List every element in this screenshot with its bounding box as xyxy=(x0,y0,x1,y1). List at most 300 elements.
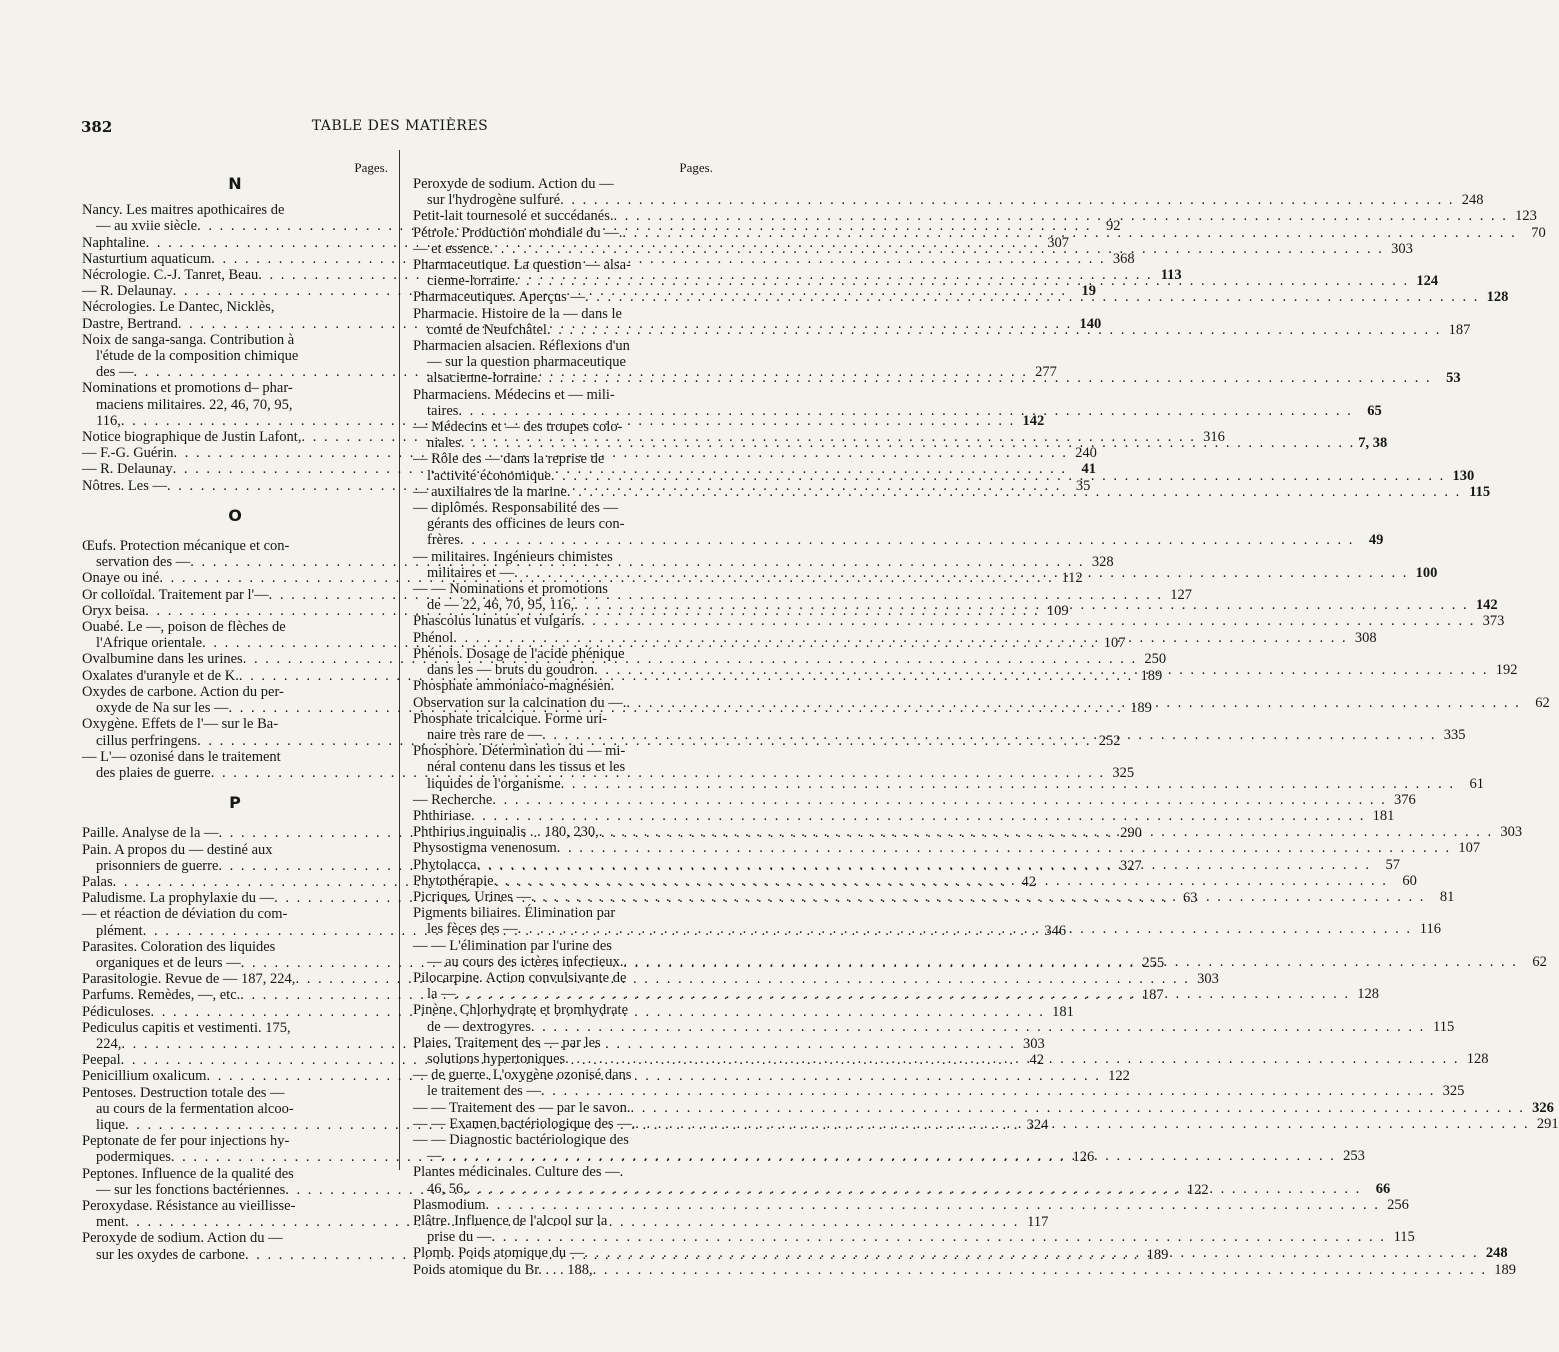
index-entry-line xyxy=(82,348,388,364)
page-reference: 109 xyxy=(1046,602,1069,619)
entry-text: Picriques. Urines — xyxy=(413,888,531,905)
entry-text: taires xyxy=(427,402,459,419)
entry-text: — R. Delaunay xyxy=(82,283,173,300)
entry-text: — Médecins et — des troupes colo- xyxy=(413,419,623,436)
page-reference: 122 xyxy=(1186,1181,1209,1198)
index-entry-line xyxy=(82,538,388,554)
index-entry-line xyxy=(413,549,713,565)
index-entry-line xyxy=(413,176,713,192)
dot-leader xyxy=(614,208,1508,224)
page-reference: 115 xyxy=(1393,1229,1415,1246)
index-entry-line xyxy=(413,532,1384,549)
entry-text: — Recherche xyxy=(413,791,493,808)
page-reference: 308 xyxy=(1354,629,1377,646)
entry-text: Notice biographique de Justin Lafont, xyxy=(82,429,302,446)
dot-leader xyxy=(623,954,1517,970)
index-entry-line xyxy=(413,1261,1517,1278)
page-reference: 128 xyxy=(1357,986,1379,1003)
page-reference: 368 xyxy=(1112,250,1135,267)
entry-text: Pharmaciens. Médecins et — mili- xyxy=(413,386,615,403)
entry-text: alsacienne-lorraine xyxy=(427,370,538,387)
page-reference: 328 xyxy=(1091,554,1114,571)
page-reference: 181 xyxy=(1052,1003,1074,1020)
entry-text: Phénols. Dosage de l'acide phénique xyxy=(413,645,625,662)
index-entry-line xyxy=(413,743,713,759)
page-reference: 63 xyxy=(1182,890,1198,907)
dot-leader xyxy=(494,873,1388,889)
page-reference: 291 xyxy=(1536,1115,1559,1132)
index-entry-line xyxy=(82,1198,388,1214)
entry-text: militaires et — xyxy=(427,564,514,581)
entry-text: Plâtre. Influence de l'alcool sur la xyxy=(413,1213,608,1229)
page-reference: 116 xyxy=(1419,921,1441,938)
dot-leader xyxy=(581,613,1475,629)
dot-leader xyxy=(547,322,1441,338)
entry-text: Poids atomique du Br. . . . 188, xyxy=(413,1261,593,1278)
dot-leader xyxy=(626,695,1520,711)
entry-text: cillus perfringens xyxy=(96,732,198,749)
index-entry-line xyxy=(413,1035,713,1051)
page-reference: 189 xyxy=(1140,667,1163,684)
entry-text: maciens militaires. 22, 46, 70, 95, xyxy=(96,396,293,413)
page-reference: 61 xyxy=(1469,775,1485,792)
entry-text: la — xyxy=(427,986,456,1003)
entry-text: des plaies de guerre xyxy=(96,764,211,781)
index-entry-line xyxy=(413,354,713,370)
entry-text: Phthirius inguinalis . . 180, 230, xyxy=(413,824,599,841)
entry-text: Pain. A propos du — destiné aux xyxy=(82,841,273,858)
entry-text: organiques et de leurs — xyxy=(96,954,241,971)
entry-text: — sur les fonctions bactériennes xyxy=(96,1181,286,1198)
entry-text: — auxiliaires de la marine xyxy=(413,483,567,500)
entry-text: Nancy. Les maitres apothicaires de xyxy=(82,202,285,219)
index-entry-line xyxy=(413,257,713,273)
entry-text: Palas xyxy=(82,873,113,890)
page-reference: 117 xyxy=(1027,1214,1049,1231)
entry-text: de — dextrogyres xyxy=(427,1018,531,1035)
entry-text: de — 22, 46, 70, 95, 116, xyxy=(427,597,575,614)
dot-leader xyxy=(584,1245,1478,1261)
page-reference: 62 xyxy=(1535,694,1550,711)
entry-text: — et essence xyxy=(413,240,490,257)
entry-text: Pinène. Chlorhydrate et bromhydrate xyxy=(413,1002,629,1019)
entry-text: Phytolacca xyxy=(413,856,477,873)
page-reference: 255 xyxy=(1142,954,1165,971)
index-entry-line xyxy=(413,1002,713,1018)
dot-leader xyxy=(541,1083,1435,1099)
entry-text: Physostigma venenosum xyxy=(413,840,557,857)
page-title: TABLE DES MATIÈRES xyxy=(311,118,489,134)
index-entry-line xyxy=(413,516,713,532)
entry-text: comté de Neufchâtel xyxy=(427,321,547,338)
entry-text: l'activité économique xyxy=(427,467,551,484)
entry-text: — au xviie siècle xyxy=(96,218,198,235)
entry-text: le traitement des — xyxy=(427,1083,541,1100)
entry-text: oxyde de Na sur les — xyxy=(96,700,229,717)
letter-heading-n: N xyxy=(228,174,242,193)
entry-text: plément xyxy=(96,922,143,939)
index-entry-line xyxy=(82,332,388,348)
entry-text: podermiques xyxy=(96,1149,171,1166)
entry-text: Plantes médicinales. Culture des —. xyxy=(413,1164,624,1181)
page-reference: 130 xyxy=(1452,467,1475,484)
entry-text: Paludisme. La prophylaxie du — xyxy=(82,890,275,907)
dot-leader xyxy=(557,840,1451,856)
index-entry-line xyxy=(413,387,713,403)
index-entry-line xyxy=(413,338,713,354)
index-entry-line xyxy=(413,678,713,694)
index-entry-line xyxy=(413,306,713,322)
entry-text: sur les oxydes de carbone xyxy=(96,1246,245,1263)
entry-text: Phénol xyxy=(413,629,454,646)
entry-text: — et réaction de déviation du com- xyxy=(82,906,288,923)
page-reference: 240 xyxy=(1075,445,1097,462)
running-head xyxy=(0,118,800,138)
index-entry-line xyxy=(413,646,713,662)
entry-text: Pédiculoses xyxy=(82,1003,151,1020)
dot-leader xyxy=(599,824,1493,840)
entry-text: — L'— ozonisé dans le traitement xyxy=(82,748,281,765)
entry-text: servation des — xyxy=(96,554,191,571)
entry-text: — de guerre. L'oxygène ozonisé dans xyxy=(413,1067,632,1084)
dot-leader xyxy=(471,808,1365,824)
index-entry-line xyxy=(82,1020,388,1036)
dot-leader xyxy=(486,1197,1380,1213)
dot-leader xyxy=(551,468,1445,484)
entry-text: Nôtres. Les — xyxy=(82,477,167,494)
entry-text: l'étude de la composition chimique xyxy=(96,348,299,365)
entry-text: Peroxyde de sodium. Action du — xyxy=(82,1230,283,1247)
page-reference: 192 xyxy=(1495,662,1518,679)
index-entry-line xyxy=(413,711,713,727)
index-entry-line xyxy=(82,1149,1095,1166)
dot-leader xyxy=(467,1181,1361,1197)
page-reference: 303 xyxy=(1391,240,1413,257)
index-entry-line xyxy=(413,905,713,921)
dot-leader xyxy=(537,370,1431,386)
entry-text: Nécrologies. Le Dantec, Nicklès, xyxy=(82,299,275,316)
dot-leader xyxy=(518,921,1412,937)
entry-text: gérants des officines de leurs con- xyxy=(427,516,625,533)
entry-text: Nominations et promotions d– phar- xyxy=(82,380,293,397)
entry-text: Petit-lait tournesolé et succédanés. xyxy=(413,208,614,225)
entry-text: des — xyxy=(96,364,134,381)
index-entry-line xyxy=(82,299,388,315)
page-reference: 41 xyxy=(1081,461,1096,478)
dot-leader xyxy=(456,986,1350,1002)
page-reference: 126 xyxy=(1072,1149,1095,1166)
entry-text: prise du — xyxy=(427,1229,492,1246)
dot-leader xyxy=(515,273,1409,289)
index-entry-line xyxy=(413,613,1505,630)
page-reference: 100 xyxy=(1415,564,1438,581)
entry-text: Pharmacie. Histoire de la — dans le xyxy=(413,305,622,322)
entry-text: 116, xyxy=(96,412,121,429)
page-reference: 256 xyxy=(1387,1196,1409,1213)
page-reference: 290 xyxy=(1120,825,1142,842)
page-reference: 327 xyxy=(1120,857,1142,874)
page-reference: 42 xyxy=(1021,873,1036,890)
page-reference: 316 xyxy=(1203,429,1225,446)
entry-text: — Rôle des — dans la reprise de xyxy=(413,451,605,468)
entry-text: au cours de la fermentation alcoo- xyxy=(96,1100,294,1117)
dot-leader xyxy=(561,776,1455,792)
dot-leader xyxy=(622,225,1516,241)
entry-text: Plasmodium xyxy=(413,1196,486,1213)
page-reference: 35 xyxy=(1075,477,1091,494)
index-entry-line xyxy=(413,1213,713,1229)
page-reference: 325 xyxy=(1112,764,1135,781)
page-reference: 250 xyxy=(1144,651,1167,668)
entry-text: Phosphore. Détermination du — mi- xyxy=(413,743,626,760)
entry-text: Nasturtium aquaticum xyxy=(82,250,212,267)
index-entry-line xyxy=(413,970,713,986)
entry-text: les fèces des — xyxy=(427,921,518,938)
entry-text: Naphtaline xyxy=(82,234,146,251)
index-entry-line xyxy=(82,716,388,732)
entry-text: — — Diagnostic bactériologique des xyxy=(413,1131,629,1148)
entry-text: l'Afrique orientale xyxy=(96,635,203,652)
index-entry-line xyxy=(82,397,388,413)
entry-text: Or colloïdal. Traitement par l'— xyxy=(82,586,269,603)
entry-text: Oxalates d'uranyle et de K. xyxy=(82,667,239,684)
entry-text: Nécrologie. C.-J. Tanret, Beau xyxy=(82,267,259,284)
page-reference: 112 xyxy=(1061,570,1083,587)
page-reference: 140 xyxy=(1079,315,1102,332)
entry-text: — sur la question pharmaceutique xyxy=(427,354,626,371)
entry-text: Phosphate ammoniaco-magnésien. xyxy=(413,678,615,695)
index-entry-line xyxy=(82,619,388,635)
page-reference: 124 xyxy=(1416,273,1439,290)
entry-text: Observation sur la calcination du —. xyxy=(413,694,627,711)
entry-text: Paille. Analyse de la — xyxy=(82,825,219,842)
entry-text: Oryx beisa xyxy=(82,602,146,619)
index-entry-line xyxy=(82,202,388,218)
dot-leader xyxy=(635,1116,1529,1132)
entry-text: Pharmaceutique. La question — alsa- xyxy=(413,257,631,274)
index-entry-line xyxy=(413,1229,1415,1246)
index-entry-line xyxy=(82,1101,388,1117)
page-reference: 324 xyxy=(1026,1116,1049,1133)
entry-text: — — Examen bactériologique des —. xyxy=(413,1115,636,1132)
dot-leader xyxy=(585,289,1479,305)
pages-column-label: Pages. xyxy=(679,160,713,175)
index-entry-line xyxy=(82,380,388,396)
page-reference: 189 xyxy=(1494,1261,1517,1278)
pages-column-label: Pages. xyxy=(354,160,388,175)
entry-text: lique xyxy=(96,1116,125,1133)
index-entry-line xyxy=(82,906,388,922)
entry-text: cienne-lorraine xyxy=(427,273,515,290)
page-reference: 113 xyxy=(1160,267,1182,284)
dot-leader xyxy=(567,484,1461,500)
page-reference: 189 xyxy=(1130,700,1152,717)
entry-text: — F.-G. Guérin xyxy=(82,445,174,462)
page-reference: 53 xyxy=(1446,370,1461,387)
entry-text: Penicillium oxalicum xyxy=(82,1068,207,1085)
entry-text: Phascolus lunatus et vulgaris xyxy=(413,613,581,630)
index-entry-line xyxy=(82,1085,388,1101)
index-entry-line xyxy=(413,1132,713,1148)
entry-text: Pigments biliaires. Élimination par xyxy=(413,905,616,922)
page-reference: 303 xyxy=(1023,1035,1045,1052)
entry-text: frères xyxy=(427,532,461,549)
page-reference: 42 xyxy=(1029,1052,1045,1069)
index-entry-line xyxy=(413,1099,1554,1116)
dot-leader xyxy=(442,1148,1336,1164)
entry-text: Ovalbumine dans les urines xyxy=(82,651,243,668)
page-reference: 335 xyxy=(1443,726,1466,743)
dot-leader xyxy=(458,403,1352,419)
entry-text: Peepal xyxy=(82,1052,121,1069)
dot-leader xyxy=(461,435,1355,451)
page-reference: 65 xyxy=(1367,402,1382,419)
dot-leader xyxy=(514,565,1408,581)
index-entry-line xyxy=(413,938,713,954)
index-entry-line xyxy=(413,500,713,516)
entry-text: Phytothérapie xyxy=(413,872,494,889)
page-reference: 107 xyxy=(1103,635,1126,652)
page-reference: 326 xyxy=(1532,1099,1554,1116)
page-reference: 115 xyxy=(1433,1018,1455,1035)
index-entry-line xyxy=(413,208,1537,225)
page-reference: 253 xyxy=(1343,1148,1365,1165)
dot-leader xyxy=(565,1051,1459,1067)
entry-text: Parasitologie. Revue de — 187, 224, xyxy=(82,971,296,988)
index-entry-line xyxy=(413,807,1395,824)
page-reference: 325 xyxy=(1442,1083,1465,1100)
index-entry-line xyxy=(413,840,1481,857)
page-reference: 66 xyxy=(1375,1180,1391,1197)
page-reference: 62 xyxy=(1532,953,1547,970)
index-entry-line xyxy=(413,581,713,597)
entry-text: solutions hypertoniques xyxy=(427,1050,566,1067)
index-entry-line xyxy=(82,1166,388,1182)
page-reference: 70 xyxy=(1531,224,1546,241)
entry-text: Peptones. Influence de la qualité des xyxy=(82,1165,294,1182)
index-entry-line xyxy=(413,1083,1465,1100)
index-entry-line xyxy=(82,749,388,765)
entry-text: — au cours des ictères infectieux. xyxy=(427,953,624,970)
entry-text: Peroxyde de sodium. Action du — xyxy=(413,176,614,192)
entry-text: prisonniers de guerre xyxy=(96,857,219,874)
entry-text: niales xyxy=(427,435,461,452)
entry-text: Parfums. Remèdes, —, etc. xyxy=(82,987,241,1004)
entry-text: sur l'hydrogène sulfuré xyxy=(427,192,561,209)
index-entry-line xyxy=(82,939,388,955)
entry-text: Oxygène. Effets de l'— sur le Ba- xyxy=(82,716,279,733)
entry-text: — — L'élimination par l'urine des xyxy=(413,937,612,954)
page-reference: 7, 38 xyxy=(1358,435,1388,452)
page-reference: 81 xyxy=(1439,888,1455,905)
index-entry-line xyxy=(413,1196,1409,1213)
page-reference: 128 xyxy=(1486,289,1509,306)
page-reference: 115 xyxy=(1469,483,1491,500)
page-reference: 248 xyxy=(1461,192,1484,209)
index-entry-line xyxy=(413,1164,713,1180)
entry-text: Pilocarpine. Action convulsivante de xyxy=(413,969,627,986)
page-reference: 277 xyxy=(1035,364,1057,381)
index-entry-line xyxy=(413,759,713,775)
page-number: 382 xyxy=(81,118,113,136)
page-reference: 376 xyxy=(1393,791,1416,808)
dot-leader xyxy=(531,1019,1425,1035)
page-reference: 307 xyxy=(1047,234,1069,251)
dot-leader xyxy=(593,1262,1487,1278)
entry-text: 224, xyxy=(96,1035,122,1052)
entry-text: néral contenu dans les tissus et les xyxy=(427,759,626,776)
index-entry-line xyxy=(413,1067,713,1083)
page-reference: 92 xyxy=(1105,218,1121,235)
dot-leader xyxy=(560,192,1454,208)
index-entry-line xyxy=(82,842,388,858)
entry-text: Pharmacien alsacien. Réflexions d'un xyxy=(413,338,630,355)
page-reference: 127 xyxy=(1170,586,1193,603)
page-reference: 181 xyxy=(1372,807,1395,824)
page-reference: 252 xyxy=(1098,732,1121,749)
dot-leader xyxy=(460,532,1354,548)
entry-text: — diplômés. Responsabilité des — xyxy=(413,500,618,517)
index-entry-line xyxy=(82,684,388,700)
page-reference: 187 xyxy=(1448,321,1471,338)
entry-text: Ouabé. Le —, poison de flèches de xyxy=(82,619,286,636)
dot-leader xyxy=(491,1229,1385,1245)
entry-text: Pediculus capitis et vestimenti. 175, xyxy=(82,1019,291,1036)
entry-text: Oxydes de carbone. Action du per- xyxy=(82,683,284,700)
entry-text: liquides de l'organisme xyxy=(427,775,561,792)
page-reference: 123 xyxy=(1515,208,1537,225)
page-reference: 187 xyxy=(1141,987,1164,1004)
entry-text: Œufs. Protection mécanique et con- xyxy=(82,538,290,555)
page-reference: 373 xyxy=(1482,613,1505,630)
entry-text: dans les — bruts du goudron xyxy=(427,662,595,679)
page-reference: 303 xyxy=(1197,971,1219,988)
index-entry-line xyxy=(82,1230,388,1246)
index-entry-line xyxy=(413,775,1485,792)
page-reference: 19 xyxy=(1081,283,1096,300)
page-reference: 189 xyxy=(1146,1246,1169,1263)
index-entry-line xyxy=(413,419,713,435)
dot-leader xyxy=(574,597,1468,613)
dot-leader xyxy=(542,727,1436,743)
page-reference: 303 xyxy=(1500,824,1523,841)
entry-text: Onaye ou iné xyxy=(82,570,160,587)
entry-text: Phthiriase xyxy=(413,807,471,824)
dot-leader xyxy=(490,241,1384,257)
page-reference: 57 xyxy=(1385,856,1400,873)
entry-text: Dastre, Bertrand xyxy=(82,315,178,332)
entry-text: — xyxy=(427,1148,442,1165)
page-reference: 142 xyxy=(1475,597,1498,614)
index-entry-line xyxy=(413,451,713,467)
dot-leader xyxy=(531,889,1425,905)
page-reference: 49 xyxy=(1368,532,1384,549)
entry-text: Peroxydase. Résistance au vieillisse- xyxy=(82,1197,296,1214)
entry-text: Pétrole. Production mondiale du —. xyxy=(413,224,623,241)
entry-text: Pentoses. Destruction totale des — xyxy=(82,1084,285,1101)
entry-text: Noix de sanga-sanga. Contribution à xyxy=(82,331,295,348)
page-reference: 248 xyxy=(1485,1245,1508,1262)
entry-text: 46, 56, xyxy=(427,1180,467,1197)
entry-text: — — Nominations et promotions xyxy=(413,581,608,598)
letter-heading-p: P xyxy=(229,793,241,813)
index-entry-line xyxy=(413,791,1416,808)
entry-text: Phosphate tricalcique. Forme uri- xyxy=(413,710,608,727)
dot-leader xyxy=(453,630,1347,646)
index-entry-line xyxy=(413,402,1382,419)
page-reference: 122 xyxy=(1108,1068,1130,1085)
entry-text: naire très rare de — xyxy=(427,726,543,743)
